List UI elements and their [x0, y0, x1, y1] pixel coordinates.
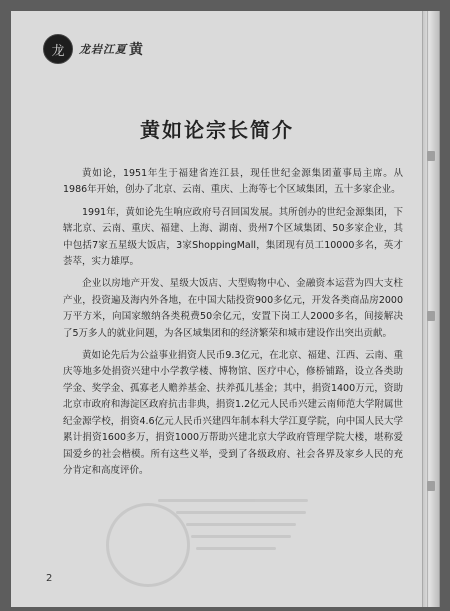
spine-mark	[427, 151, 435, 161]
paragraph: 黄如论先后为公益事业捐资人民币9.3亿元，在北京、福建、江西、云南、重庆等地多处捐资兴建中小学教学楼、博物馆、医疗中心，修桥铺路，设立各类助学金、奖学金、孤寡老人赡养基金、扶养孤儿基金；其中，捐资1400万元，资助北京市政府和海淀区政府抗击非典，捐资1.2亿元人民币兴建云南师范大学附属世纪金源学校，捐资4.6亿元人民币兴建四年制本科大学江夏学院，向中国人民大学累计捐资1600多万，捐资1000万帮助兴建北京大学政府管理学院大楼，堪称爱国爱乡的社会楷模。所有这些义举，受到了各级政府、社会各界及家乡人民的充分肯定和高度评价。	[63, 350, 403, 476]
spine-mark	[427, 481, 435, 491]
faded-seal-stamp	[106, 497, 341, 582]
page-title: 黄如论宗长简介	[140, 118, 294, 142]
stamp-line	[176, 511, 306, 514]
stamp-line	[196, 547, 276, 550]
header-text: 龙岩江夏	[79, 43, 127, 56]
stamp-line	[186, 523, 296, 526]
paragraph: 1991年，黄如论先生响应政府号召回国发展。其所创办的世纪金源集团，下辖北京、云南、重庆、福建、上海、湖南、贵州7个区域集团、50多家企业，其中包括7家五星级大饭店，3家ShoppingMall，集团现有员工10000多名，英才荟萃，实力雄厚。	[63, 206, 403, 268]
seal-circle	[106, 503, 190, 587]
stamp-line	[158, 499, 308, 502]
dragon-logo-icon	[43, 34, 73, 64]
biography-body	[63, 166, 403, 485]
logo-glyph: 龙	[51, 43, 65, 59]
paragraph: 企业以房地产开发、星级大饭店、大型购物中心、金融资本运营为四大支柱产业，投资遍及海内外各地，在中国大陆投资900多亿元，开发各类商品房2000万平方米，向国家缴纳各类税费50余亿元，安置下岗工人2000多名，间接解决了5万多人的就业问题，为各区域集团和的经济繁荣和城市建设作出突出贡献。	[63, 278, 403, 339]
book-spine	[422, 11, 439, 607]
stamp-line	[191, 535, 291, 538]
paragraph: 黄如论，1951年生于福建省连江县，现任世纪金源集团董事局主席。从1986年开始，创办了北京、云南、重庆、上海等七个区域集团，五十多家企业。	[63, 168, 403, 196]
spine-mark	[427, 311, 435, 321]
page-number: 2	[46, 573, 53, 584]
page-header	[43, 35, 143, 63]
header-surname: 黄	[129, 42, 143, 58]
book-page	[11, 11, 440, 607]
